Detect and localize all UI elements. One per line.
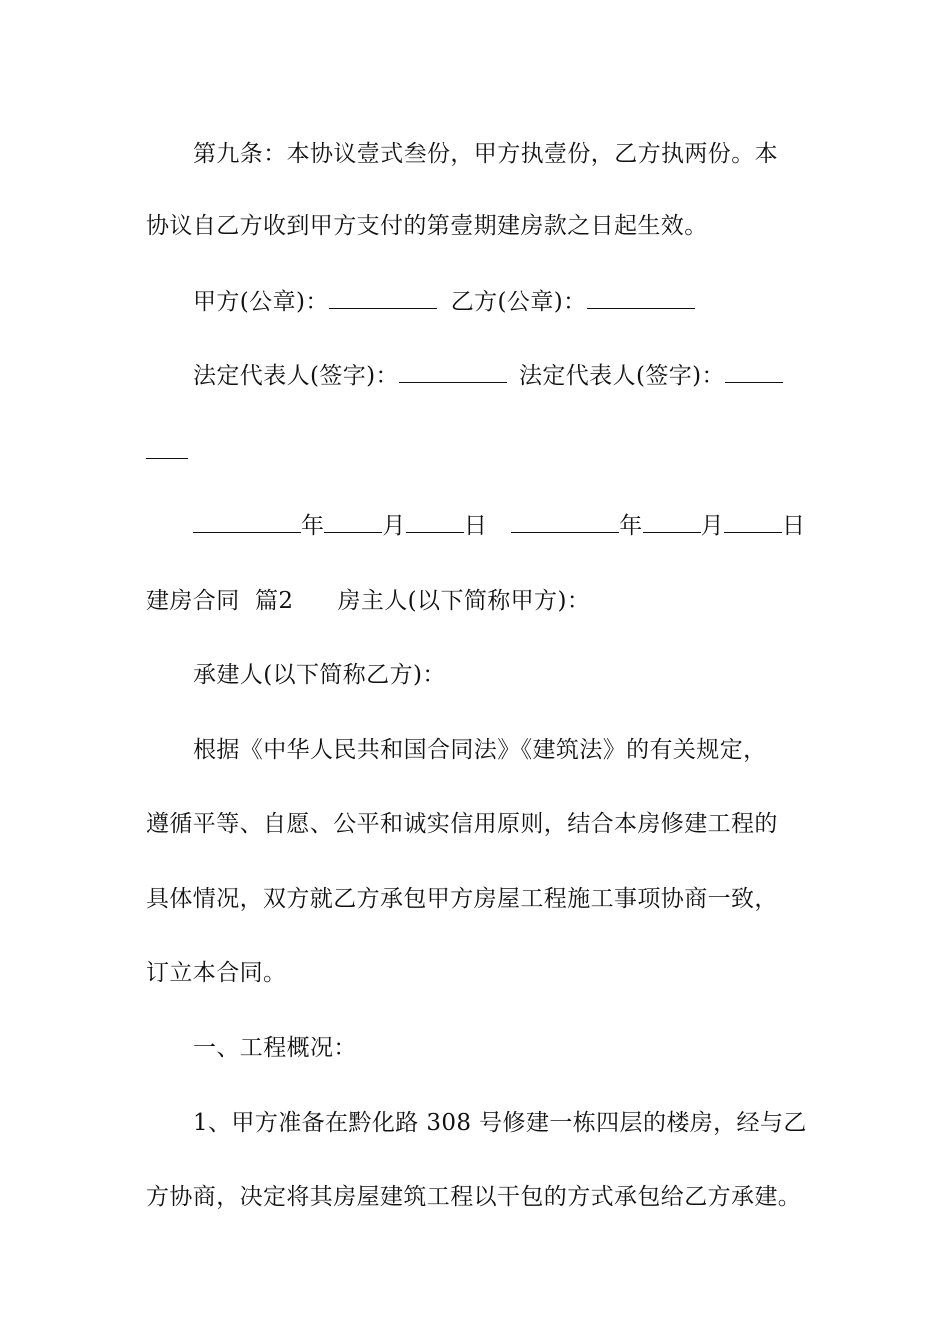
party-b-seal-blank [587,288,695,309]
party-a-seal-label: 甲方(公章)： [193,289,329,315]
article-nine-line-2: 协议自乙方收到甲方支付的第壹期建房款之日起生效。 [146,213,708,239]
party-b-month-label: 月 [700,513,725,539]
party-a-year-blank [193,512,301,533]
preamble-line-1: 根据《中华人民共和国合同法》《建筑法》的有关规定， [193,737,767,763]
party-a-day-blank [406,512,464,533]
party-b-day-label: 日 [782,513,806,539]
seal-signature-line [193,287,813,317]
item-1-line-1: 1、甲方准备在黔化路 308 号修建一栋四层的楼房，经与乙 [193,1110,807,1136]
party-b-year-blank [511,512,619,533]
party-b-seal-label: 乙方(公章)： [450,289,587,315]
item-1-line-2: 方协商，决定将其房屋建筑工程以干包的方式承包给乙方承建。 [146,1184,802,1210]
section-heading-line [146,586,811,616]
party-a-month-blank [324,512,382,533]
section-title: 建房合同 篇2 [146,588,294,614]
owner-label: 房主人(以下简称甲方)： [337,588,591,614]
party-b-rep-label: 法定代表人(签字)： [518,363,725,389]
preamble-line-2: 遵循平等、自愿、公平和诚实信用原则，结合本房修建工程的 [146,811,778,837]
party-a-rep-label: 法定代表人(签字)： [193,363,399,389]
representative-signature-line-continued [146,437,811,467]
party-b-rep-blank [725,362,783,383]
party-b-month-blank [643,512,701,533]
party-a-month-label: 月 [382,513,406,539]
preamble-line-4: 订立本合同。 [146,960,287,986]
date-line [193,511,813,541]
article-nine-line-1: 第九条：本协议壹式叁份，甲方执壹份，乙方执两份。本 [193,141,778,167]
party-b-day-blank [724,512,782,533]
party-b-rep-blank-continued [146,438,188,459]
party-a-rep-blank [399,362,507,383]
party-a-seal-blank [329,288,437,309]
preamble-line-3: 具体情况，双方就乙方承包甲方房屋工程施工事项协商一致， [146,886,778,912]
builder-label: 承建人(以下简称乙方)： [193,662,446,688]
party-b-year-label: 年 [619,513,643,539]
party-a-day-label: 日 [463,513,488,539]
representative-signature-line [193,361,813,391]
party-a-year-label: 年 [301,513,325,539]
heading-project-overview: 一、工程概况： [193,1035,357,1061]
